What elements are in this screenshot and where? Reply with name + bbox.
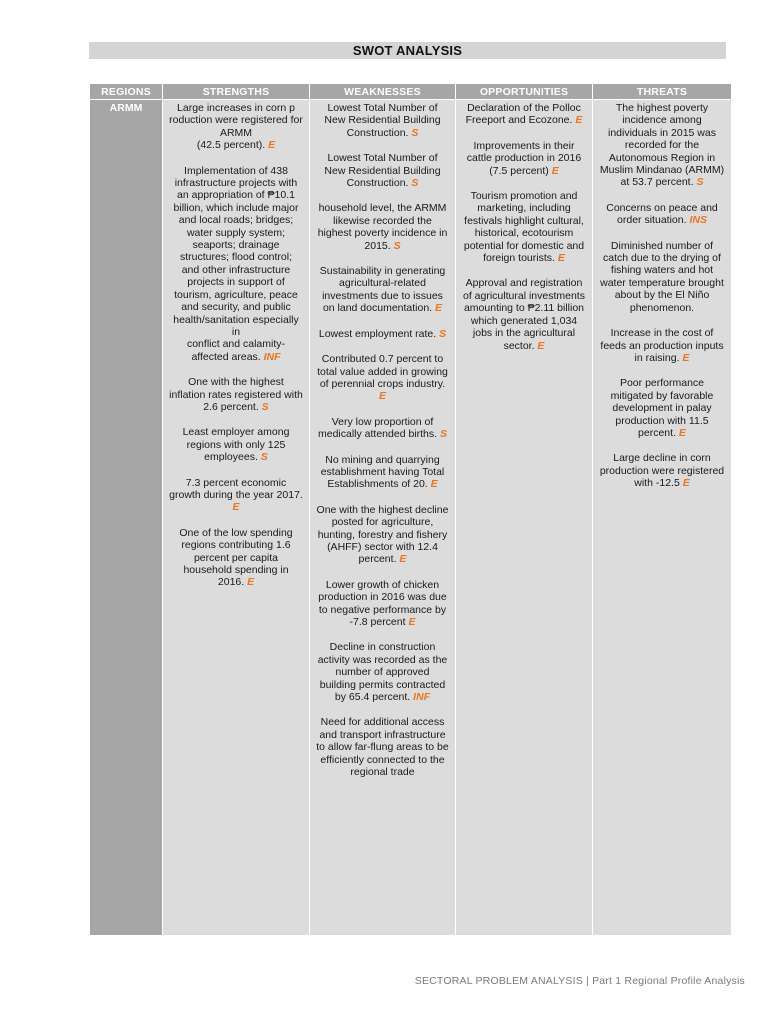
weaknesses-item-text: Contributed 0.7 percent to total value added in growing of perennial crops industry. — [317, 353, 448, 390]
opportunities-item-text: Declaration of the Polloc Freeport and Ecozone. — [465, 102, 581, 127]
col-header-regions: REGIONS — [90, 84, 163, 100]
col-header-threats: THREATS — [593, 84, 732, 100]
category-tag: E — [268, 139, 276, 152]
opportunities-item — [462, 102, 586, 127]
weaknesses-item-text: Lower growth of chicken production in 2016 was due to negative performance by -7.8 percent — [318, 578, 447, 628]
opportunities-cell — [456, 100, 593, 936]
weaknesses-item-text: Lowest Total Number of New Residential Building Construction. — [324, 102, 441, 139]
weaknesses-item-text: Sustainability in generating agricultural-related investments due to issues on land documentation. — [319, 265, 446, 315]
category-tag: E — [232, 501, 240, 514]
col-header-opportunities: OPPORTUNITIES — [456, 84, 593, 100]
weaknesses-item — [316, 202, 449, 252]
weaknesses-item — [316, 102, 449, 139]
category-tag: E — [435, 302, 443, 315]
category-tag: E — [408, 616, 416, 628]
weaknesses-item-text: Need for additional access and transport infrastructure to allow far-flung areas to be efficiently connected to the regional trade — [316, 716, 449, 779]
category-tag: S — [439, 428, 447, 441]
threats-item — [599, 102, 725, 189]
category-tag: E — [430, 478, 438, 491]
category-tag: E — [682, 351, 690, 364]
weaknesses-item — [316, 328, 449, 340]
category-tag: INS — [689, 214, 707, 227]
category-tag: S — [439, 327, 447, 340]
opportunities-item — [462, 277, 586, 351]
strengths-item-text: One of the low spending regions contributing 1.6 percent per capita household spending in 2016. — [179, 526, 293, 589]
strengths-item — [169, 426, 303, 463]
threats-item-text: Large decline in corn production were registered with -12.5 — [599, 452, 725, 490]
category-tag: E — [537, 339, 545, 352]
weaknesses-item-text: No mining and quarrying establishment having Total Establishments of 20. — [320, 453, 445, 491]
weaknesses-item-text: Decline in construction activity was recorded as the number of approved building permits contracted by 65.4 percent. — [317, 641, 448, 704]
weaknesses-item — [316, 454, 449, 491]
threats-item-text: Diminished number of catch due to the drying of fishing waters and hot water temperature brought about by the El Niño phenomenon. — [600, 239, 724, 314]
category-tag: S — [696, 176, 704, 189]
strengths-item-text: Implementation of 438 infrastructure projects with an appropriation of ₱10.1 billion, which include major and local roads; bridges; water supply system; seaports; drainage structures; flood control; and other infrastructure projects in support of tourism, agriculture, peace and security, and public health/sanitation especially in conflict and calamity-affected areas. — [173, 164, 299, 363]
opportunities-item-text: Tourism promotion and marketing, including festivals highlight cultural, historical, ecotourism potential for domestic and foreign tourists. — [463, 190, 585, 265]
header-row — [90, 84, 732, 100]
category-tag: E — [247, 576, 255, 589]
threats-item-text: The highest poverty incidence among individuals in 2015 was recorded for the Autonomous Region in Muslim Mindanao (ARMM) at 53.7 percent. — [599, 102, 725, 189]
opportunities-item — [462, 140, 586, 177]
page-footer: SECTORAL PROBLEM ANALYSIS | Part 1 Regional Profile Analysis — [414, 975, 745, 987]
weaknesses-item — [316, 353, 449, 403]
weaknesses-item-text: Lowest employment rate. — [318, 327, 437, 340]
threats-item-text: Increase in the cost of feeds an production inputs in raising. — [600, 327, 724, 364]
category-tag: E — [678, 426, 686, 439]
weaknesses-item — [316, 716, 449, 778]
category-tag: S — [261, 400, 269, 413]
category-tag: E — [551, 164, 559, 177]
opportunities-item — [462, 190, 586, 264]
category-tag: E — [575, 114, 583, 127]
strengths-item — [169, 376, 303, 413]
swot-table — [89, 83, 732, 936]
col-header-weaknesses: WEAKNESSES — [310, 84, 456, 100]
weaknesses-item-text: Lowest Total Number of New Residential Building Construction. — [324, 152, 441, 190]
weaknesses-item-text: Very low proportion of medically attended births. — [317, 415, 438, 441]
category-tag: E — [378, 390, 386, 403]
strengths-item-text: Least employer among regions with only 125 employees. — [182, 426, 290, 464]
category-tag: INF — [413, 691, 431, 704]
strengths-item-text: Large increases in corn p roduction were registered for ARMM (42.5 percent). — [169, 102, 303, 152]
weaknesses-cell — [310, 100, 456, 936]
category-tag: E — [682, 477, 690, 490]
threats-item — [599, 240, 725, 314]
strengths-item — [169, 527, 303, 589]
strengths-item — [169, 477, 303, 514]
weaknesses-item — [316, 641, 449, 703]
weaknesses-item — [316, 579, 449, 629]
threats-item-text: Poor performance mitigated by favorable development in palay production with 11.5 percent. — [610, 377, 714, 439]
threats-item — [599, 452, 725, 489]
threats-item — [599, 327, 725, 364]
strengths-item — [169, 102, 303, 152]
weaknesses-item-text: One with the highest decline posted for agriculture, hunting, forestry and fishery (AHFF) sector with 12.4 percent. — [316, 503, 449, 566]
threats-item-text: Concerns on peace and order situation. — [606, 201, 718, 227]
weaknesses-item — [316, 152, 449, 189]
category-tag: E — [399, 553, 407, 566]
strengths-item — [169, 165, 303, 364]
weaknesses-item — [316, 504, 449, 566]
threats-item — [599, 377, 725, 439]
weaknesses-item — [316, 416, 449, 441]
threats-cell — [593, 100, 732, 936]
strengths-item-text: One with the highest inflation rates registered with 2.6 percent. — [169, 376, 303, 413]
category-tag: INF — [263, 350, 281, 363]
strengths-item-text: 7.3 percent economic growth during the year 2017. — [169, 476, 303, 501]
threats-item — [599, 202, 725, 227]
category-tag: E — [557, 252, 565, 265]
table-row — [90, 100, 732, 936]
category-tag: S — [411, 126, 419, 139]
document-title: SWOT ANALYSIS — [89, 42, 726, 59]
category-tag: S — [393, 239, 401, 252]
category-tag: S — [260, 451, 268, 464]
weaknesses-item-text: household level, the ARMM likewise recorded the highest poverty incidence in 2015. — [317, 202, 448, 252]
opportunities-item-text: Approval and registration of agricultural investments amounting to ₱2.11 billion which generated 1,034 jobs in the agricultural sector. — [463, 277, 585, 352]
col-header-strengths: STRENGTHS — [163, 84, 310, 100]
weaknesses-item — [316, 265, 449, 315]
opportunities-item-text: Improvements in their cattle production in 2016 (7.5 percent) — [466, 139, 582, 177]
strengths-cell — [163, 100, 310, 936]
category-tag: S — [411, 177, 419, 190]
region-cell: ARMM — [90, 100, 163, 936]
